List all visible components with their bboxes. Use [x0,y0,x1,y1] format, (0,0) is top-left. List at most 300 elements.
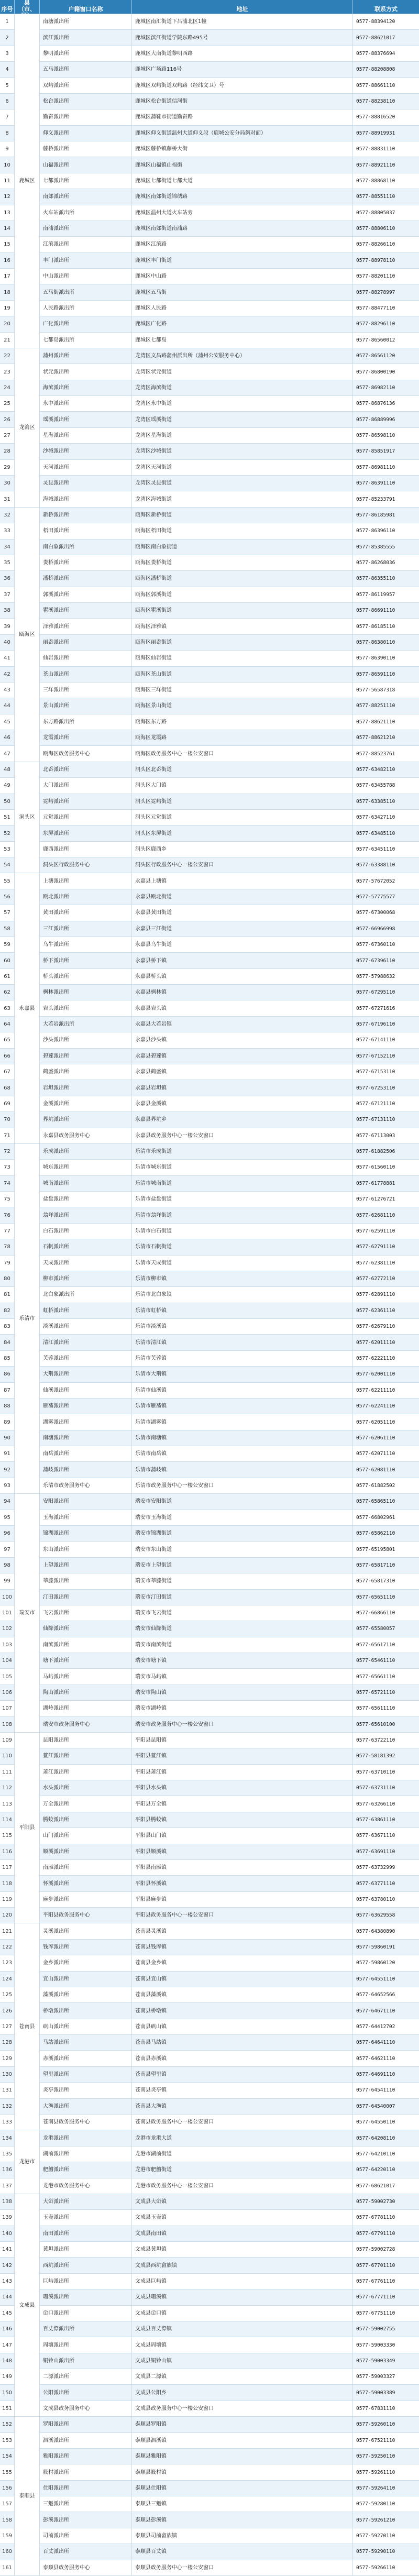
row-seq: 160 [0,2544,15,2560]
row-address: 乐清市湖雾镇 [132,1414,353,1430]
row-address: 乐清市盐盘街道 [132,1192,353,1207]
row-phone: 0577-57775577 [353,889,419,905]
row-seq: 83 [0,1319,15,1335]
row-station-name: 上塘派出所 [40,873,132,889]
row-station-name: 桥头派出所 [40,969,132,985]
row-seq: 157 [0,2496,15,2512]
county-cell: 平阳县 [15,1733,40,1924]
row-station-name: 岩头派出所 [40,1000,132,1016]
row-phone: 0577-59003327 [353,2369,419,2385]
row-address: 鹿城区仰义街道温州大道仰义段（鹿城公安分局斜对面） [132,126,353,141]
row-address: 文成县百丈漈镇 [132,2321,353,2337]
row-address: 瑞安市安阳街道 [132,1494,353,1510]
row-seq: 129 [0,2051,15,2066]
row-seq: 40 [0,635,15,651]
row-seq: 16 [0,253,15,269]
row-phone: 0577-59860120 [353,1955,419,1971]
row-seq: 88 [0,1399,15,1414]
row-station-name: 三魁派出所 [40,2496,132,2512]
row-address: 鹿城区大南街道黎明西路 [132,46,353,62]
row-station-name: 宜山派出所 [40,1972,132,1987]
row-seq: 98 [0,1558,15,1573]
row-seq: 113 [0,1796,15,1812]
row-phone: 0577-65580057 [353,1621,419,1637]
row-station-name: 元觉派出所 [40,810,132,825]
row-station-name: 彭溪派出所 [40,2512,132,2528]
row-address: 瑞安市湖岭镇 [132,1701,353,1716]
row-phone: 0577-65611110 [353,1701,419,1716]
row-phone: 0577-86119957 [353,587,419,603]
row-seq: 47 [0,746,15,762]
row-seq: 53 [0,842,15,857]
row-seq: 69 [0,1096,15,1112]
row-station-name: 汀田派出所 [40,1590,132,1605]
row-station-name: 泽雅派出所 [40,619,132,634]
row-seq: 67 [0,1064,15,1080]
row-seq: 105 [0,1669,15,1685]
row-address: 文成县周壤镇 [132,2337,353,2353]
row-seq: 42 [0,667,15,682]
row-phone: 0577-62591110 [353,1224,419,1239]
row-phone: 0577-88208808 [353,62,419,78]
row-seq: 118 [0,1876,15,1891]
row-address: 鹿城区南郊街道南浦路 [132,221,353,237]
row-phone: 0577-65817110 [353,1558,419,1573]
row-phone: 0577-88621210 [353,730,419,746]
row-station-name: 永嘉县政务服务中心 [40,1128,132,1144]
row-seq: 149 [0,2369,15,2385]
row-station-name: 雅阳派出所 [40,2449,132,2464]
row-address: 文成县南田镇 [132,2226,353,2242]
row-phone: 0577-86560012 [353,333,419,348]
row-seq: 78 [0,1239,15,1255]
row-phone: 0577-57988632 [353,969,419,985]
row-station-name: 仙岩派出所 [40,651,132,666]
row-phone: 0577-64550110 [353,2115,419,2130]
row-phone: 0577-67701110 [353,2258,419,2273]
row-station-name: 安阳派出所 [40,1494,132,1510]
row-seq: 87 [0,1383,15,1399]
row-seq: 125 [0,1987,15,2003]
row-seq: 145 [0,2306,15,2321]
row-seq: 49 [0,778,15,794]
row-phone: 0577-88266110 [353,237,419,252]
row-station-name: 火车站派出所 [40,205,132,221]
row-seq: 144 [0,2289,15,2305]
row-seq: 134 [0,2130,15,2146]
row-seq: 74 [0,1176,15,1192]
row-address: 文成县玉壶镇 [132,2210,353,2226]
row-address: 乐清市南岳镇 [132,1446,353,1462]
row-seq: 25 [0,396,15,412]
row-phone: 0577-67141110 [353,1032,419,1048]
row-station-name: 南滨派出所 [40,1637,132,1653]
row-phone: 0577-64210110 [353,2146,419,2162]
row-station-name: 百丈漈派出所 [40,2321,132,2337]
row-phone: 0577-63482110 [353,762,419,778]
row-station-name: 水头派出所 [40,1780,132,1796]
row-address: 苍南县灵溪镇 [132,1923,353,1939]
header-phone: 联系方式 [374,6,398,13]
row-phone: 0577-64220110 [353,2162,419,2178]
row-address: 文成县巨屿镇 [132,2274,353,2289]
row-address: 洞头区东屏街道 [132,825,353,841]
row-seq: 31 [0,491,15,507]
row-station-name: 桥墩派出所 [40,2003,132,2019]
row-station-name: 天成派出所 [40,1256,132,1271]
row-seq: 153 [0,2433,15,2449]
row-station-name: 沙头派出所 [40,1032,132,1048]
row-station-name: 湖前派出所 [40,2146,132,2162]
row-phone: 0577-65865110 [353,1494,419,1510]
row-phone: 0577-62001110 [353,1367,419,1382]
row-address: 文成县珊溪镇 [132,2289,353,2305]
row-phone: 0577-63485110 [353,825,419,841]
row-seq: 120 [0,1908,15,1923]
row-address: 苍南县矾山镇 [132,2019,353,2035]
row-address: 平阳县南雁镇 [132,1860,353,1876]
row-address: 乐清市政务服务中心一楼公安窗口 [132,1478,353,1494]
row-seq: 13 [0,205,15,221]
row-seq: 126 [0,2003,15,2019]
row-seq: 71 [0,1128,15,1144]
row-address: 龙湾区永中街道 [132,396,353,412]
row-seq: 103 [0,1637,15,1653]
row-address: 龙湾区星海街道 [132,428,353,444]
row-seq: 57 [0,905,15,921]
row-seq: 99 [0,1573,15,1589]
row-phone: 0577-67761110 [353,2274,419,2289]
row-address: 洞头区行政服务中心一楼公安窗口 [132,857,353,873]
row-address: 龙港市龙港大道 [132,2130,353,2146]
row-phone: 0577-63732999 [353,1860,419,1876]
row-station-name: 海城派出所 [40,491,132,507]
row-station-name: 峃口派出所 [40,2306,132,2321]
row-phone: 0577-88621017 [353,30,419,46]
row-station-name: 玉壶派出所 [40,2210,132,2226]
row-address: 永嘉县金溪镇 [132,1096,353,1112]
row-station-name: 灵昆派出所 [40,476,132,491]
row-address: 洞头区北岙街道 [132,762,353,778]
row-seq: 159 [0,2528,15,2544]
row-phone: 0577-86800190 [353,364,419,380]
row-station-name: 大荆派出所 [40,1367,132,1382]
row-address: 洞头区霓屿街道 [132,794,353,810]
row-address: 鹿城区南郊街道锦绣路 [132,189,353,205]
row-station-name: 广化派出所 [40,316,132,332]
row-address: 瓯海区茶山街道 [132,667,353,682]
row-station-name: 东屏派出所 [40,825,132,841]
row-seq: 79 [0,1256,15,1271]
row-address: 瑞安市上望街道 [132,1558,353,1573]
row-seq: 32 [0,508,15,523]
row-address: 苍南县望里镇 [132,2067,353,2083]
row-phone: 0577-62791110 [353,1239,419,1255]
row-station-name: 三江派出所 [40,921,132,937]
row-phone: 0577-86889996 [353,412,419,427]
row-phone: 0577-56587318 [353,682,419,698]
row-seq: 27 [0,428,15,444]
row-station-name: 洞头区行政服务中心 [40,857,132,873]
row-phone: 0577-67113003 [353,1128,419,1144]
row-seq: 108 [0,1717,15,1733]
row-station-name: 丽岙派出所 [40,635,132,651]
row-station-name: 南塘派出所 [40,14,132,30]
row-station-name: 永中派出所 [40,396,132,412]
row-station-name: 湖雾派出所 [40,1414,132,1430]
row-seq: 36 [0,571,15,587]
row-phone: 0577-86876136 [353,396,419,412]
row-station-name: 顺溪派出所 [40,1844,132,1860]
row-station-name: 马站派出所 [40,2035,132,2051]
row-station-name: 司前派出所 [40,2528,132,2544]
row-station-name: 黄坦派出所 [40,2242,132,2258]
row-address: 苍南县桥墩镇 [132,2003,353,2019]
row-seq: 45 [0,714,15,730]
row-seq: 133 [0,2115,15,2130]
row-phone: 0577-65610100 [353,1717,419,1733]
row-phone: 0577-64652566 [353,1987,419,2003]
row-phone: 0577-63455788 [353,778,419,794]
row-phone: 0577-63710110 [353,1765,419,1780]
row-station-name: 城东派出所 [40,1160,132,1175]
row-station-name: 盐盘派出所 [40,1192,132,1207]
row-phone: 0577-86982110 [353,380,419,396]
row-seq: 130 [0,2067,15,2083]
row-station-name: 罗阳派出所 [40,2417,132,2432]
row-address: 乐清市翁垟街道 [132,1207,353,1223]
row-seq: 119 [0,1892,15,1908]
row-seq: 15 [0,237,15,252]
row-address: 乐清市清江镇 [132,1335,353,1350]
row-station-name: 南田派出所 [40,2226,132,2242]
row-address: 龙湾区灵昆街道 [132,476,353,491]
row-station-name: 乌牛派出所 [40,937,132,953]
row-address: 龙湾区瑶溪街道 [132,412,353,427]
row-station-name: 霓屿派出所 [40,794,132,810]
row-seq: 142 [0,2258,15,2273]
row-phone: 0577-88868110 [353,173,419,189]
row-station-name: 西坑派出所 [40,2258,132,2273]
row-phone: 0577-62681110 [353,1207,419,1223]
row-phone: 0577-88523761 [353,746,419,762]
row-seq: 64 [0,1017,15,1032]
row-phone: 0577-66802961 [353,1510,419,1526]
row-address: 瓯海区三垟街道 [132,682,353,698]
row-station-name: 乐成派出所 [40,1144,132,1160]
row-seq: 63 [0,1000,15,1016]
row-address: 永嘉县上塘镇 [132,873,353,889]
row-station-name: 藤桥派出所 [40,141,132,157]
row-station-name: 双屿派出所 [40,78,132,94]
header-county: 县（市、 [15,0,40,19]
row-address: 平阳县腾蛟镇 [132,1812,353,1828]
row-station-name: 仕阳派出所 [40,2481,132,2496]
row-phone: 0577-88201110 [353,269,419,284]
table-header-row [0,0,419,14]
row-phone: 0577-59860191 [353,1940,419,1955]
row-station-name: 瓯北派出所 [40,889,132,905]
row-phone: 0577-67253110 [353,1080,419,1096]
row-station-name: 茶山派出所 [40,667,132,682]
row-phone: 0577-67781110 [353,2210,419,2226]
row-address: 乐清市南塘镇 [132,1430,353,1446]
row-station-name: 南郊派出所 [40,189,132,205]
row-address: 泰顺县雅阳镇 [132,2449,353,2464]
row-station-name: 鳌江派出所 [40,1748,132,1764]
row-station-name: 人民路派出所 [40,301,132,316]
row-phone: 0577-62061110 [353,1430,419,1446]
row-seq: 85 [0,1351,15,1367]
row-address: 永嘉县桥下镇 [132,953,353,968]
row-address: 永嘉县政务服务中心一楼公安窗口 [132,1128,353,1144]
row-seq: 37 [0,587,15,603]
row-phone: 0577-59002755 [353,2321,419,2337]
row-address: 苍南县钱库镇 [132,1940,353,1955]
row-station-name: 飞云派出所 [40,1605,132,1621]
row-station-name: 南岳派出所 [40,1446,132,1462]
row-station-name: 昆阳派出所 [40,1733,132,1748]
row-phone: 0577-63861110 [353,1812,419,1828]
row-seq: 140 [0,2226,15,2242]
row-phone: 0577-67131110 [353,1112,419,1128]
row-address: 永嘉县岩坦镇 [132,1080,353,1096]
row-seq: 76 [0,1207,15,1223]
row-address: 瓯海区东方路 [132,714,353,730]
row-seq: 141 [0,2242,15,2258]
row-station-name: 淡溪派出所 [40,1319,132,1335]
row-seq: 116 [0,1844,15,1860]
county-cell: 苍南县 [15,1923,40,2130]
row-seq: 23 [0,364,15,380]
row-phone: 0577-62772110 [353,1271,419,1287]
row-station-name: 滨江派出所 [40,30,132,46]
row-station-name: 南塘派出所 [40,1430,132,1446]
row-station-name: 潘桥派出所 [40,571,132,587]
row-seq: 97 [0,1542,15,1557]
row-address: 龙湾区文昌路蒲州派出所（蒲州公安服务中心） [132,348,353,364]
row-station-name: 瓯海区政务服务中心 [40,746,132,762]
row-seq: 44 [0,698,15,714]
row-seq: 146 [0,2321,15,2337]
row-address: 鹿城区松台街道信河街 [132,94,353,109]
row-address: 瑞安市南滨街道 [132,1637,353,1653]
row-phone: 0577-65862110 [353,1526,419,1542]
row-phone: 0577-59266110 [353,2560,419,2576]
row-station-name: 北岙派出所 [40,762,132,778]
row-address: 永嘉县沙头镇 [132,1032,353,1048]
row-address: 乐清市仙溪镇 [132,1383,353,1399]
row-phone: 0577-65461110 [353,1653,419,1669]
row-seq: 66 [0,1049,15,1064]
row-station-name: 龙港派出所 [40,2130,132,2146]
row-seq: 92 [0,1462,15,1478]
row-phone: 0577-86591110 [353,667,419,682]
row-address: 泰顺县三魁镇 [132,2496,353,2512]
row-phone: 0577-88919931 [353,126,419,141]
county-cell: 瓯海区 [15,508,40,762]
row-address: 苍南县政务服务中心一楼公安窗口 [132,2115,353,2130]
row-phone: 0577-57672052 [353,873,419,889]
row-phone: 0577-67751110 [353,2306,419,2321]
row-seq: 5 [0,78,15,94]
row-address: 瑞安市塘下镇 [132,1653,353,1669]
row-seq: 127 [0,2019,15,2035]
row-seq: 135 [0,2146,15,2162]
county-cell: 龙港市 [15,2130,40,2194]
header-address: 地址 [132,0,353,19]
row-address: 苍南县藻溪镇 [132,1987,353,2003]
row-station-name: 中山派出所 [40,269,132,284]
row-station-name: 巨屿派出所 [40,2274,132,2289]
row-station-name: 界坑派出所 [40,1112,132,1128]
row-station-name: 大渔派出所 [40,2099,132,2115]
row-phone: 0577-59003349 [353,2353,419,2369]
row-phone: 0577-62011110 [353,1335,419,1350]
row-phone: 0577-86561120 [353,348,419,364]
row-station-name: 松台派出所 [40,94,132,109]
row-station-name: 七都派出所 [40,173,132,189]
row-phone: 0577-59264110 [353,2481,419,2496]
row-station-name: 山福派出所 [40,157,132,173]
row-phone: 0577-67791110 [353,2226,419,2242]
row-address: 文成县公阳乡 [132,2385,353,2401]
row-station-name: 雁荡派出所 [40,1399,132,1414]
row-address: 乐清市大荆镇 [132,1367,353,1382]
row-seq: 20 [0,316,15,332]
row-address: 瑞安市东山街道 [132,1542,353,1557]
row-station-name: 仙溪派出所 [40,1383,132,1399]
row-seq: 158 [0,2512,15,2528]
row-station-name: 瞿溪派出所 [40,603,132,619]
row-phone: 0577-59003330 [353,2337,419,2353]
row-seq: 48 [0,762,15,778]
row-phone: 0577-59003389 [353,2385,419,2401]
row-address: 苍南县宜山镇 [132,1972,353,1987]
row-phone: 0577-59250110 [353,2449,419,2464]
row-station-name: 梧田派出所 [40,523,132,539]
row-station-name: 五马街派出所 [40,284,132,300]
row-phone: 0577-66866110 [353,1605,419,1621]
row-address: 鹿城区中山路 [132,269,353,284]
row-phone: 0577-88978110 [353,253,419,269]
row-address: 洞头区鹿西乡 [132,842,353,857]
row-station-name: 柳市派出所 [40,1271,132,1287]
row-station-name: 塘下派出所 [40,1653,132,1669]
row-seq: 1 [0,14,15,30]
row-address: 泰顺县泗溪镇 [132,2433,353,2449]
row-address: 永嘉县乌牛街道 [132,937,353,953]
row-phone: 0577-63427110 [353,810,419,825]
row-seq: 139 [0,2210,15,2226]
row-seq: 72 [0,1144,15,1160]
table-body [0,14,419,2576]
row-address: 苍南县大渔镇 [132,2099,353,2115]
row-address: 文成县政务服务中心一楼公安窗口 [132,2401,353,2417]
row-station-name: 七都岛派出所 [40,333,132,348]
row-phone: 0577-86691110 [353,603,419,619]
row-station-name: 丰门派出所 [40,253,132,269]
row-phone: 0577-85851917 [353,444,419,459]
row-seq: 6 [0,94,15,109]
row-phone: 0577-85233791 [353,491,419,507]
row-phone: 0577-88661110 [353,78,419,94]
row-address: 平阳县昆阳镇 [132,1733,353,1748]
row-phone: 0577-62071110 [353,1446,419,1462]
row-seq: 2 [0,30,15,46]
row-phone: 0577-62381110 [353,1256,419,1271]
row-phone: 0577-65195801 [353,1542,419,1557]
